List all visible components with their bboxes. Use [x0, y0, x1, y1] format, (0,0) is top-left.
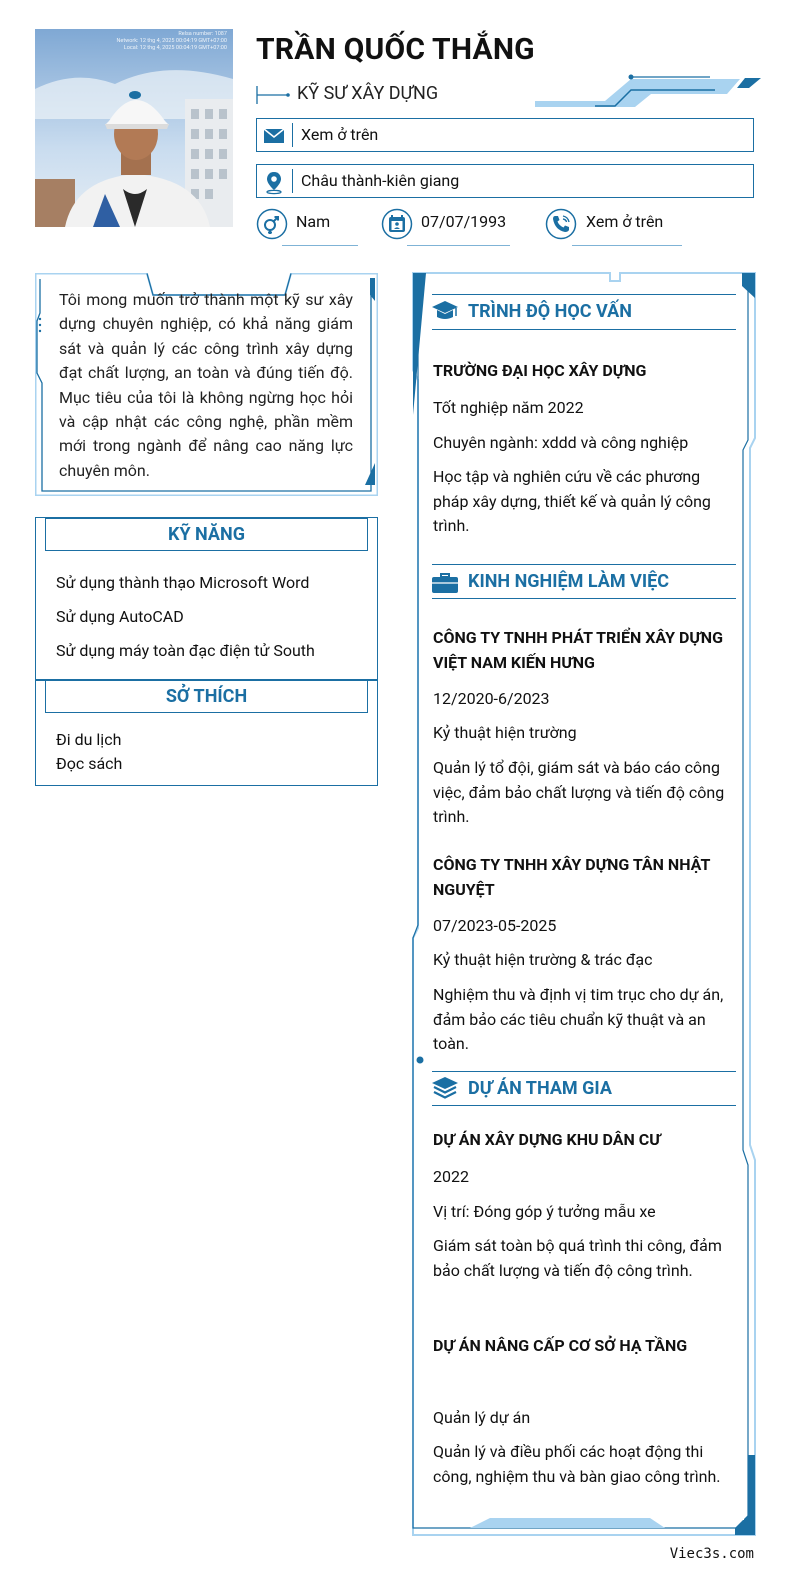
- school-name: TRƯỜNG ĐẠI HỌC XÂY DỰNG: [433, 361, 647, 380]
- skill-item: Sử dụng AutoCAD: [56, 607, 184, 626]
- hobby-item: Đọc sách: [56, 754, 123, 773]
- company-name: CÔNG TY TNHH XÂY DỰNG TÂN NHẬT NGUYỆT: [433, 855, 710, 899]
- contact-separator: [292, 169, 293, 193]
- hobbies-heading: SỞ THÍCH: [45, 680, 368, 713]
- project-name: DỰ ÁN NÂNG CẤP CƠ SỞ HẠ TẦNG: [433, 1336, 688, 1355]
- gender-value: Nam: [296, 212, 331, 231]
- projects-heading: DỰ ÁN THAM GIA: [468, 1078, 612, 1099]
- contact-separator: [292, 123, 293, 147]
- location-pin-icon: [261, 169, 287, 195]
- profile-photo: [35, 29, 233, 227]
- envelope-icon: [261, 123, 287, 149]
- gender-icon: [256, 208, 288, 240]
- address-row: [256, 164, 754, 198]
- hobby-item: Đi du lịch: [56, 730, 122, 749]
- project-role: Quản lý dự án: [433, 1408, 531, 1427]
- underline-decoration: [282, 245, 358, 246]
- heading-line: [432, 1071, 736, 1072]
- birthday-value: 07/07/1993: [421, 212, 507, 231]
- photo-stamp-line: Local: 12 thg 4, 2025 00:04:19 GMT+07:00: [123, 45, 227, 51]
- heading-line: [432, 598, 736, 599]
- photo-stamp-line: Relsa number: 1087: [178, 31, 227, 37]
- email-value: Xem ở trên: [301, 125, 379, 144]
- heading-line: [432, 294, 736, 295]
- underline-decoration: [407, 245, 510, 246]
- project-role: Vị trí: Đóng góp ý tưởng mẫu xe: [433, 1202, 656, 1221]
- work-position: Kỷ thuật hiện trường & trác đạc: [433, 950, 653, 969]
- skill-item: Sử dụng máy toàn đạc điện tử South: [56, 641, 315, 660]
- skills-heading: KỸ NĂNG: [45, 518, 368, 551]
- layers-icon: [431, 1074, 459, 1102]
- heading-line: [432, 1105, 736, 1106]
- photo-stamp: [117, 31, 228, 52]
- skill-item: Sử dụng thành thạo Microsoft Word: [56, 573, 310, 592]
- address-value: Châu thành-kiên giang: [301, 171, 460, 190]
- heading-line: [432, 564, 736, 565]
- education-heading: TRÌNH ĐỘ HỌC VẤN: [468, 301, 632, 322]
- job-title: KỸ SƯ XÂY DỰNG: [297, 83, 439, 104]
- work-period: 12/2020-6/2023: [433, 689, 550, 708]
- education-description: Học tập và nghiên cứu về các phương pháp xây dựng, thiết kế và quản lý công trình.: [433, 467, 711, 535]
- phone-value: Xem ở trên: [586, 212, 664, 231]
- work-period: 07/2023-05-2025: [433, 916, 557, 935]
- work-description: Nghiệm thu và định vị tim trục cho dự án, đảm bảo các tiêu chuẩn kỹ thuật và an toàn.: [433, 985, 724, 1053]
- title-bracket-icon: [256, 85, 292, 105]
- photo-stamp-line: Network: 12 thg 4, 2025 00:04:19 GMT+07:00: [116, 38, 227, 44]
- major: Chuyên ngành: xddd và công nghiệp: [433, 433, 689, 452]
- career-objective: Tôi mong muốn trở thành một kỹ sư xây dựng chuyên nghiệp, có khả năng giám sát và quản lý các công trình xây dựng đạt chất lượng, an toàn và đúng tiến độ. Mục tiêu của tôi là không ngừng học hỏi và cập nhật các công nghệ, phần mềm mới trong ngành để nâng cao năng lực chuyên môn.: [59, 290, 353, 480]
- project-description: Quản lý và điều phối các hoạt động thi công, nghiệm thu và bàn giao công trình.: [433, 1442, 721, 1486]
- work-position: Kỷ thuật hiện trường: [433, 723, 577, 742]
- heading-line: [432, 329, 736, 330]
- work-description: Quản lý tổ đội, giám sát và báo cáo công việc, đảm bảo chất lượng và tiến độ công trình.: [433, 758, 725, 826]
- candidate-name: TRẦN QUỐC THẮNG: [256, 32, 535, 67]
- site-watermark: Viec3s.com: [669, 1546, 754, 1562]
- graduation-cap-icon: [431, 298, 459, 324]
- company-name: CÔNG TY TNHH PHÁT TRIỂN XÂY DỰNG VIỆT NAM KIẾN HƯNG: [433, 628, 723, 672]
- header-decoration: [535, 74, 763, 112]
- phone-icon: [545, 208, 577, 240]
- briefcase-icon: [431, 569, 459, 595]
- calendar-icon: [381, 208, 413, 240]
- project-year: 2022: [433, 1167, 469, 1186]
- project-name: DỰ ÁN XÂY DỰNG KHU DÂN CƯ: [433, 1130, 661, 1149]
- experience-heading: KINH NGHIỆM LÀM VIỆC: [468, 571, 670, 592]
- email-row: [256, 118, 754, 152]
- project-description: Giám sát toàn bộ quá trình thi công, đảm bảo chất lượng và tiến độ công trình.: [433, 1236, 722, 1280]
- underline-decoration: [572, 245, 682, 246]
- graduation-year: Tốt nghiệp năm 2022: [433, 398, 584, 417]
